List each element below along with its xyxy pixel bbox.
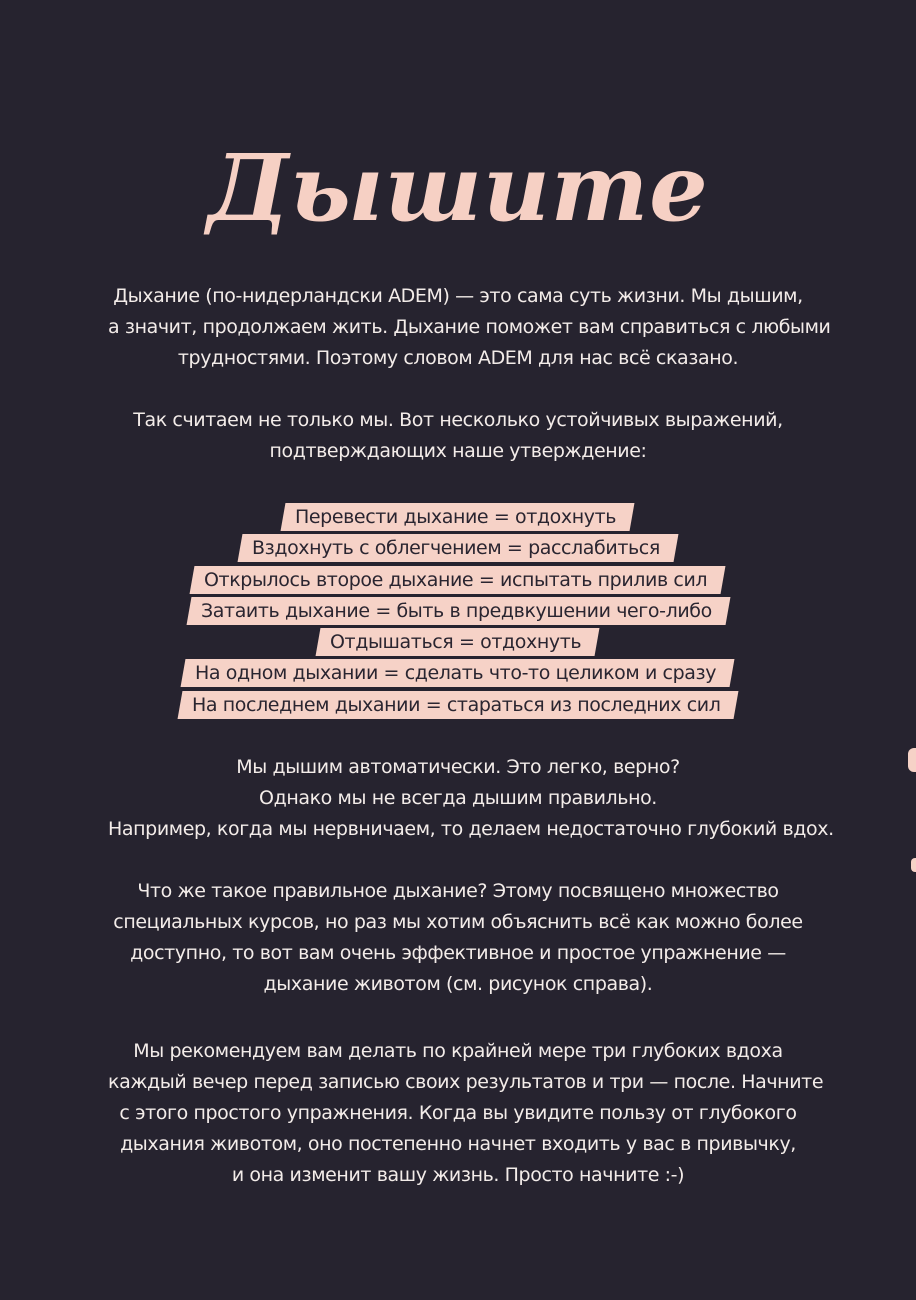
expression-row xyxy=(0,594,916,625)
correct-line: Что же такое правильное дыхание? Этому посвящено множество xyxy=(137,880,779,902)
correct-line: дыхание животом (см. рисунок справа). xyxy=(263,973,653,995)
expression-text: Перевести дыхание = отдохнуть xyxy=(295,506,617,528)
intro-line: трудностями. Поэтому словом ADEM для нас всё сказано. xyxy=(177,347,739,369)
recommendation-line: с этого простого упражнения. Когда вы увидите пользу от глубокого xyxy=(119,1102,797,1124)
expression-text: На одном дыхании = сделать что-то целиком и сразу xyxy=(195,662,717,685)
expression-highlight xyxy=(238,534,679,562)
correct-line: специальных курсов, но раз мы хотим объяснить всё как можно более xyxy=(113,911,803,933)
expression-text: Отдышаться = отдохнуть xyxy=(330,631,582,654)
edge-decoration xyxy=(911,858,916,872)
page-title: Дышите xyxy=(207,134,709,242)
intro-line: Дыхание (по-нидерландски ADEM) — это сама суть жизни. Мы дышим, xyxy=(113,285,803,307)
recommendation-line: и она изменит вашу жизнь. Просто начните :-) xyxy=(231,1164,685,1186)
expression-row xyxy=(0,563,916,594)
lead-line: Так считаем не только мы. Вот несколько устойчивых выражений, xyxy=(133,409,783,431)
edge-decoration xyxy=(908,748,916,772)
lead-line: подтверждающих наше утверждение: xyxy=(269,440,647,462)
expression-text: На последнем дыхании = стараться из последних сил xyxy=(191,693,721,716)
expression-highlight xyxy=(177,691,738,719)
intro-paragraph xyxy=(108,281,831,374)
expression-highlight xyxy=(190,566,726,594)
recommendation-line: Мы рекомендуем вам делать по крайней мере три глубоких вдоха xyxy=(133,1040,783,1062)
expression-row xyxy=(0,656,916,687)
expression-highlight xyxy=(181,659,735,687)
expression-text: Вздохнуть с облегчением = расслабиться xyxy=(252,537,660,560)
expressions-list xyxy=(0,500,916,719)
expression-text: Затаить дыхание = быть в предвкушении чего-либо xyxy=(200,599,712,622)
recommendation-line: каждый вечер перед записью своих результатов и три — после. Начните xyxy=(108,1071,824,1093)
expression-highlight xyxy=(186,597,730,625)
expression-row xyxy=(0,625,916,656)
lead-paragraph xyxy=(108,405,808,467)
automatic-line: Например, когда мы нервничаем, то делаем недостаточно глубокий вдох. xyxy=(108,818,834,840)
correct-breathing-paragraph xyxy=(108,876,808,1000)
expression-row xyxy=(0,688,916,719)
expression-highlight xyxy=(281,503,635,531)
intro-line: а значит, продолжаем жить. Дыхание поможет вам справиться с любыми xyxy=(108,316,831,338)
expression-row xyxy=(0,531,916,562)
automatic-breathing-paragraph xyxy=(108,752,834,845)
correct-line: доступно, то вот вам очень эффективное и простое упражнение — xyxy=(130,942,786,964)
recommendation-line: дыхания животом, оно постепенно начнет входить у вас в привычку, xyxy=(120,1133,796,1155)
expression-row xyxy=(0,500,916,531)
recommendation-paragraph xyxy=(108,1036,824,1191)
expression-highlight xyxy=(316,628,600,656)
automatic-line: Мы дышим автоматически. Это легко, верно? xyxy=(236,756,680,778)
automatic-line: Однако мы не всегда дышим правильно. xyxy=(259,787,657,809)
expression-text: Открылось второе дыхание = испытать прилив сил xyxy=(204,568,708,591)
